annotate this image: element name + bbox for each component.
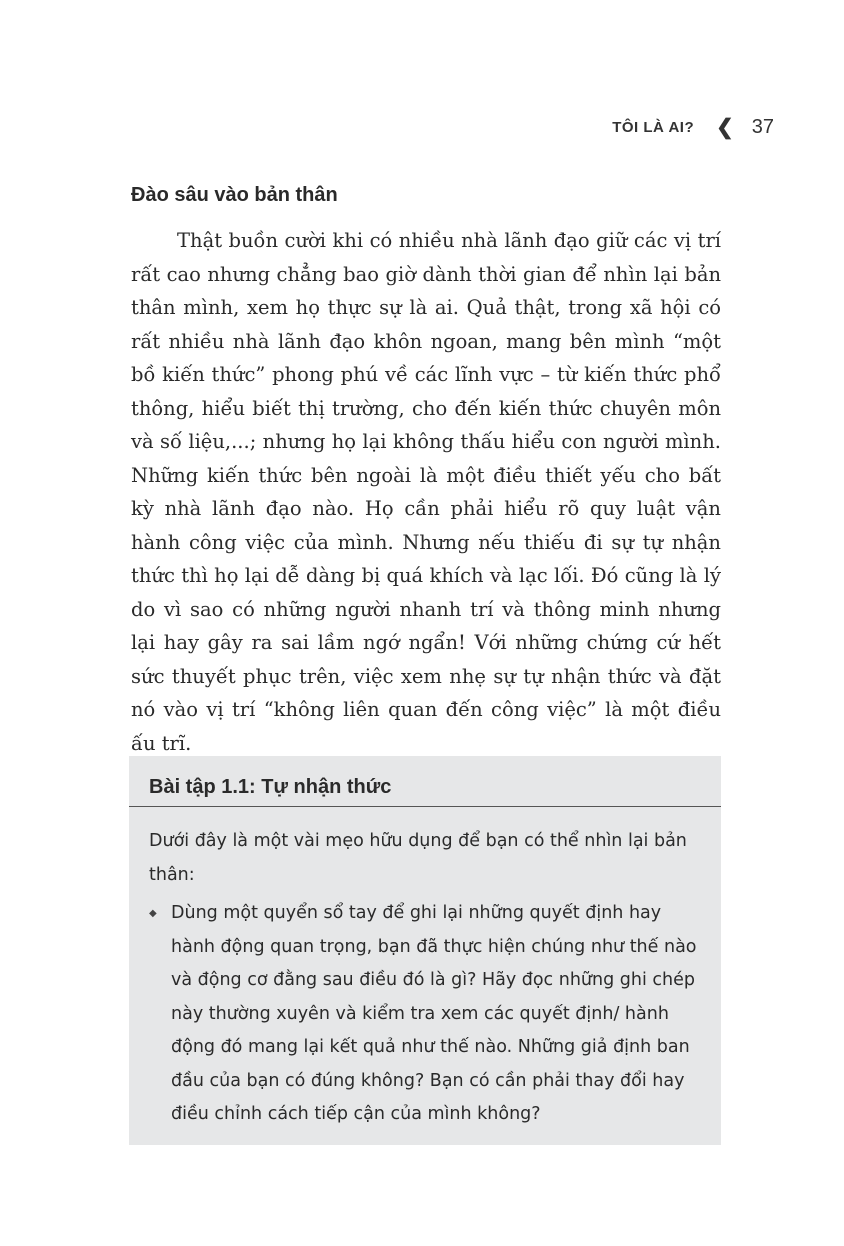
section-heading: Đào sâu vào bản thân	[131, 184, 338, 206]
body-paragraph: Thật buồn cười khi có nhiều nhà lãnh đạo giữ các vị trí rất cao nhưng chẳng bao giờ dành thời gian để nhìn lại bản thân mình, xem họ thực sự là ai. Quả thật, trong xã hội có rất nhiều nhà lãnh đạo khôn ngoan, mang bên mình “một bồ kiến thức” phong phú về các lĩnh vực – từ kiến thức phổ thông, hiểu biết thị trường, cho đến kiến thức chuyên môn và số liệu,...; nhưng họ lại không thấu hiểu con người mình. Những kiến thức bên ngoài là một điều thiết yếu cho bất kỳ nhà lãnh đạo nào. Họ cần phải hiểu rõ quy luật vận hành công việc của mình. Nhưng nếu thiếu đi sự tự nhận thức thì họ lại dễ dàng bị quá khích và lạc lối. Đó cũng là lý do vì sao có những người nhanh trí và thông minh nhưng lại hay gây ra sai lầm ngớ ngẩn! Với những chứng cứ hết sức thuyết phục trên, việc xem nhẹ sự tự nhận thức và đặt nó vào vị trí “không liên quan đến công việc” là một điều ấu trĩ.	[131, 229, 721, 755]
exercise-box	[129, 756, 721, 1145]
exercise-body	[129, 807, 721, 1132]
diamond-bullet-icon: ◆	[149, 908, 157, 919]
exercise-bullet-list	[149, 897, 701, 1132]
body-text	[131, 224, 721, 760]
page-number: 37	[751, 116, 774, 138]
exercise-intro: Dưới đây là một vài mẹo hữu dụng để bạn có thể nhìn lại bản thân:	[149, 831, 687, 885]
chapter-title: TÔI LÀ AI?	[612, 119, 695, 136]
list-item	[149, 897, 701, 1132]
running-header	[612, 116, 774, 139]
chevron-left-icon: ❮	[716, 116, 734, 139]
bullet-text: Dùng một quyển sổ tay để ghi lại những quyết định hay hành động quan trọng, bạn đã thực hiện chúng như thế nào và động cơ đằng sau điều đó là gì? Hãy đọc những ghi chép này thường xuyên và kiểm tra xem các quyết định/ hành động đó mang lại kết quả như thế nào. Những giả định ban đầu của bạn có đúng không? Bạn có cần phải thay đổi hay điều chỉnh cách tiếp cận của mình không?	[171, 903, 697, 1124]
exercise-title: Bài tập 1.1: Tự nhận thức	[129, 756, 721, 807]
